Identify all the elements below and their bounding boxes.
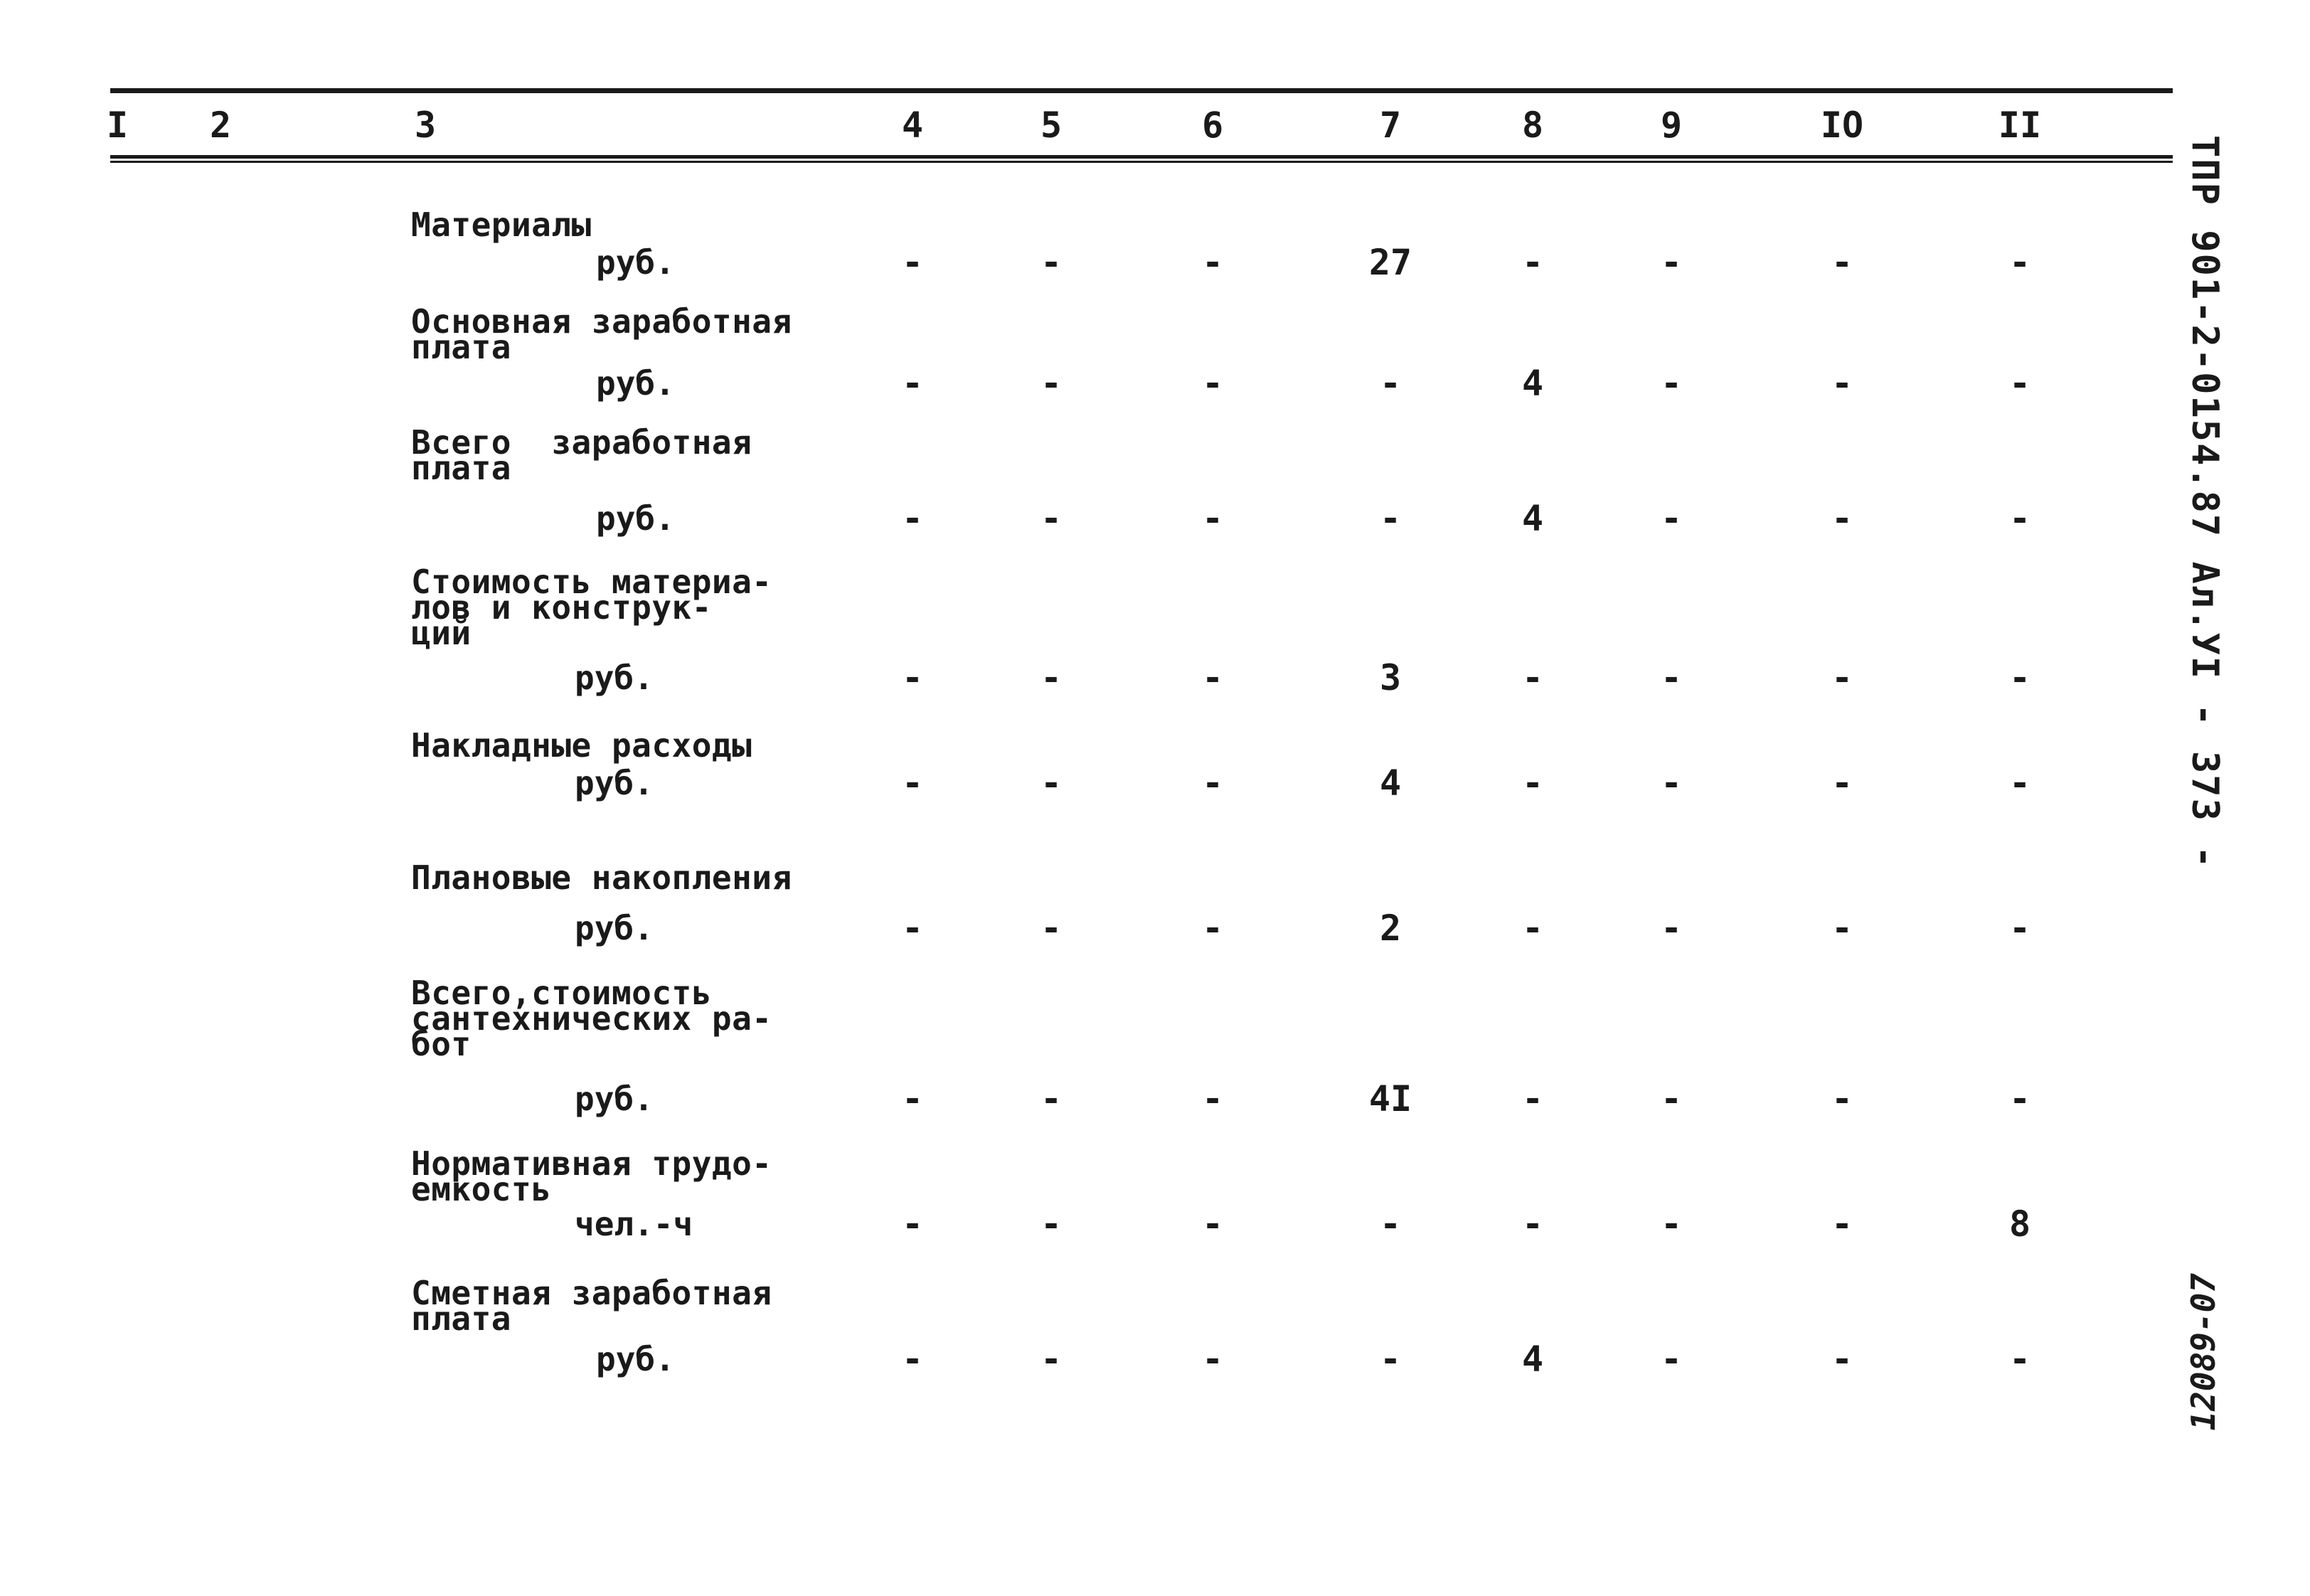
value-cell: - [1201, 1078, 1224, 1119]
value-cell: - [2008, 908, 2031, 949]
value-cell: - [2008, 498, 2031, 539]
value-cell: - [1831, 363, 1853, 404]
value-cell: - [901, 242, 924, 283]
value-cell: 8 [2008, 1203, 2031, 1245]
value-cell: - [1660, 242, 1683, 283]
value-cell: - [1201, 762, 1224, 804]
row-label: Нормативная трудо- емкость [411, 1144, 772, 1208]
row-label: Всего заработная плата [411, 423, 752, 487]
value-cell: - [1040, 762, 1063, 804]
value-cell: - [1521, 908, 1544, 949]
value-cell: 3 [1379, 657, 1402, 698]
column-header: 4 [901, 105, 924, 146]
value-cell: - [1521, 657, 1544, 698]
value-cell: - [1660, 1078, 1683, 1119]
value-cell: - [1040, 363, 1063, 404]
value-cell: - [1521, 1078, 1544, 1119]
value-cell: - [1660, 498, 1683, 539]
value-cell: - [1660, 908, 1683, 949]
row-label: Плановые накопления [411, 858, 792, 897]
value-cell: - [1831, 1078, 1853, 1119]
value-cell: - [1831, 1203, 1853, 1245]
value-cell: - [1660, 1339, 1683, 1380]
value-cell: - [1379, 498, 1402, 539]
value-cell: - [1831, 762, 1853, 804]
value-cell: - [1040, 657, 1063, 698]
value-cell: - [1831, 498, 1853, 539]
row-unit: руб. [575, 909, 654, 947]
value-cell: 4 [1379, 762, 1402, 804]
value-cell: - [2008, 363, 2031, 404]
value-cell: - [1201, 1339, 1224, 1380]
value-cell: - [2008, 1339, 2031, 1380]
column-header: 5 [1040, 105, 1063, 146]
value-cell: - [901, 908, 924, 949]
value-cell: - [1521, 1203, 1544, 1245]
value-cell: - [1379, 363, 1402, 404]
value-cell: - [1660, 363, 1683, 404]
column-header: 7 [1379, 105, 1402, 146]
value-cell: - [901, 1339, 924, 1380]
value-cell: - [1201, 1203, 1224, 1245]
row-unit: руб. [575, 659, 654, 697]
value-cell: - [1660, 1203, 1683, 1245]
row-unit: руб. [596, 499, 675, 538]
row-label: Всего,стоимость сантехнических ра- бот [411, 974, 772, 1063]
column-header: IO [1820, 105, 1864, 146]
column-header: II [1998, 105, 2042, 146]
row-label: Стоимость материа- лов и конструк- ций [411, 563, 772, 652]
value-cell: - [2008, 1078, 2031, 1119]
row-label: Основная заработная плата [411, 302, 792, 366]
value-cell: - [2008, 242, 2031, 283]
value-cell: - [1201, 908, 1224, 949]
value-cell: - [901, 762, 924, 804]
value-cell: - [1379, 1203, 1402, 1245]
value-cell: - [901, 657, 924, 698]
row-label: Накладные расходы [411, 726, 752, 765]
value-cell: - [1040, 908, 1063, 949]
column-header: 9 [1660, 105, 1683, 146]
value-cell: - [2008, 657, 2031, 698]
value-cell: - [1379, 1339, 1402, 1380]
value-cell: - [1521, 242, 1544, 283]
value-cell: - [1201, 657, 1224, 698]
row-unit: руб. [596, 1340, 675, 1378]
value-cell: 2 [1379, 908, 1402, 949]
value-cell: - [1521, 762, 1544, 804]
column-header: 3 [414, 105, 437, 146]
value-cell: 4 [1521, 363, 1544, 404]
header-bottom-rule-2 [110, 161, 2173, 163]
value-cell: - [1201, 498, 1224, 539]
value-cell: - [901, 498, 924, 539]
value-cell: - [901, 363, 924, 404]
value-cell: - [901, 1078, 924, 1119]
value-cell: - [1660, 762, 1683, 804]
value-cell: - [1831, 657, 1853, 698]
value-cell: - [1040, 1078, 1063, 1119]
value-cell: - [1040, 1339, 1063, 1380]
value-cell: 4I [1368, 1078, 1412, 1119]
row-label: Материалы [411, 206, 592, 244]
value-cell: - [2008, 762, 2031, 804]
value-cell: 27 [1368, 242, 1412, 283]
value-cell: - [1660, 657, 1683, 698]
column-header: 8 [1521, 105, 1544, 146]
value-cell: - [1040, 1203, 1063, 1245]
column-header: 6 [1201, 105, 1224, 146]
side-code: 12089-07 [2184, 1273, 2223, 1431]
row-unit: руб. [596, 243, 675, 282]
value-cell: - [1201, 363, 1224, 404]
row-unit: руб. [596, 364, 675, 403]
header-bottom-rule [110, 155, 2173, 159]
value-cell: - [1201, 242, 1224, 283]
value-cell: - [1040, 498, 1063, 539]
value-cell: - [1831, 242, 1853, 283]
row-unit: руб. [575, 764, 654, 802]
table-top-rule [110, 88, 2173, 93]
value-cell: - [1831, 1339, 1853, 1380]
value-cell: - [1831, 908, 1853, 949]
value-cell: - [1040, 242, 1063, 283]
value-cell: - [901, 1203, 924, 1245]
row-label: Сметная заработная плата [411, 1274, 772, 1338]
row-unit: чел.-ч [575, 1205, 693, 1243]
row-unit: руб. [575, 1080, 654, 1118]
column-header: I [106, 105, 129, 146]
value-cell: 4 [1521, 498, 1544, 539]
side-stamp: ТПР 901-2-0154.87 Ал.УI - 373 - [2183, 135, 2226, 870]
column-header: 2 [209, 105, 232, 146]
value-cell: 4 [1521, 1339, 1544, 1380]
